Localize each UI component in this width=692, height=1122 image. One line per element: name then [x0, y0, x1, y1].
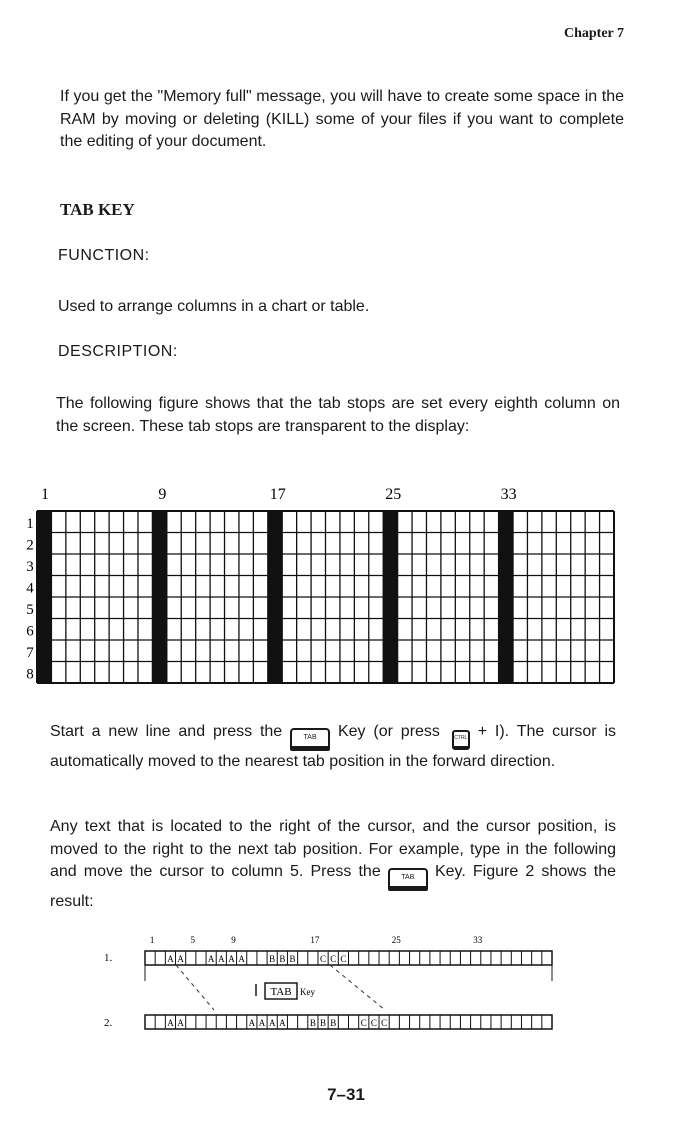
- tab-key-icon: TAB: [388, 868, 428, 891]
- shift-arrow-a: [176, 965, 214, 1010]
- row2-char: A: [268, 1018, 276, 1028]
- column-label: 9: [158, 486, 167, 503]
- row-label: 6: [26, 623, 34, 640]
- row1-char: A: [238, 954, 245, 964]
- row2-char: C: [370, 1018, 377, 1028]
- row-label: 3: [26, 558, 34, 575]
- fig2-column-label: 5: [190, 935, 196, 945]
- tab-key-label: TAB: [270, 986, 292, 998]
- fig2-column-label: 9: [231, 935, 236, 945]
- row2-char: B: [320, 1018, 327, 1028]
- row1-char: B: [269, 954, 276, 964]
- move-paragraph: [50, 816, 616, 914]
- row1-char: B: [279, 954, 286, 964]
- tab-key-suffix: Key: [300, 987, 315, 997]
- row1-char: A: [218, 954, 225, 964]
- column-label: 17: [269, 486, 286, 503]
- row1-char: C: [320, 954, 327, 964]
- row1-char: A: [228, 954, 235, 964]
- fig2-column-label: 33: [473, 935, 483, 945]
- row2-char: C: [381, 1018, 388, 1028]
- function-text: Used to arrange columns in a chart or table.: [58, 298, 370, 315]
- row1-char: C: [330, 954, 337, 964]
- page-number: 7–31: [327, 1085, 365, 1104]
- row2-char: A: [279, 1018, 286, 1028]
- tab-key-icon: TAB: [290, 728, 330, 751]
- row-label: 7: [26, 644, 34, 661]
- row1-char: A: [177, 954, 184, 964]
- row-label: 5: [26, 601, 34, 618]
- fig2-column-label: 25: [391, 935, 401, 945]
- chapter-header: Chapter 7: [563, 26, 624, 41]
- description-text: The following figure shows that the tab stops are set every eighth column on the screen. These tab stops are transparent to the display:: [56, 395, 620, 435]
- function-label: FUNCTION:: [58, 247, 150, 264]
- row2-char: C: [360, 1018, 367, 1028]
- press-text-2: Key (or press: [337, 723, 440, 740]
- row2-char: A: [177, 1018, 184, 1028]
- tab-result-figure: [0, 925, 692, 1040]
- row2-label: 2.: [104, 1017, 113, 1029]
- press-text-1: Start a new line and press the: [50, 723, 283, 740]
- column-label: 33: [500, 486, 517, 503]
- row1-label: 1.: [104, 952, 113, 964]
- ctrl-key-icon: CTRL: [452, 730, 470, 750]
- row2-char: B: [330, 1018, 337, 1028]
- row-label: 8: [26, 666, 34, 683]
- row1-char: B: [289, 954, 296, 964]
- shift-arrow-c: [330, 965, 385, 1010]
- tab-stop-figure: [0, 475, 692, 690]
- row1-char: A: [207, 954, 215, 964]
- fig2-column-label: 1: [149, 935, 155, 945]
- row2-char: B: [309, 1018, 316, 1028]
- row2-char: A: [258, 1018, 266, 1028]
- column-label: 25: [385, 486, 402, 503]
- row2-char: A: [248, 1018, 256, 1028]
- row1-char: C: [340, 954, 347, 964]
- press-tab-paragraph: [50, 721, 616, 774]
- row-label: 1: [26, 515, 34, 532]
- row1-char: A: [167, 954, 174, 964]
- description-label: DESCRIPTION:: [58, 343, 178, 360]
- row-label: 4: [26, 580, 34, 597]
- row-label: 2: [26, 537, 34, 554]
- section-heading: TAB KEY: [60, 200, 135, 219]
- intro-paragraph: If you get the "Memory full" message, you will have to create some space in the RAM by moving or deleting (KILL) some of your files if you want to complete the editing of your document.: [60, 88, 624, 150]
- press-text-3: + I). The cursor is automatically moved to the nearest tab position in the forward direction.: [50, 723, 616, 770]
- fig2-column-label: 17: [310, 935, 320, 945]
- move-press: Press the: [310, 863, 381, 880]
- row2-char: A: [167, 1018, 174, 1028]
- move-tail: Key. Figure 2 shows the result:: [50, 863, 617, 910]
- move-text: Any text that is located to the right of the cursor, and the cursor position, is moved to the right to the next tab position. For example, type in the following and move the cursor to column 5.: [50, 818, 616, 880]
- column-label: 1: [41, 486, 49, 503]
